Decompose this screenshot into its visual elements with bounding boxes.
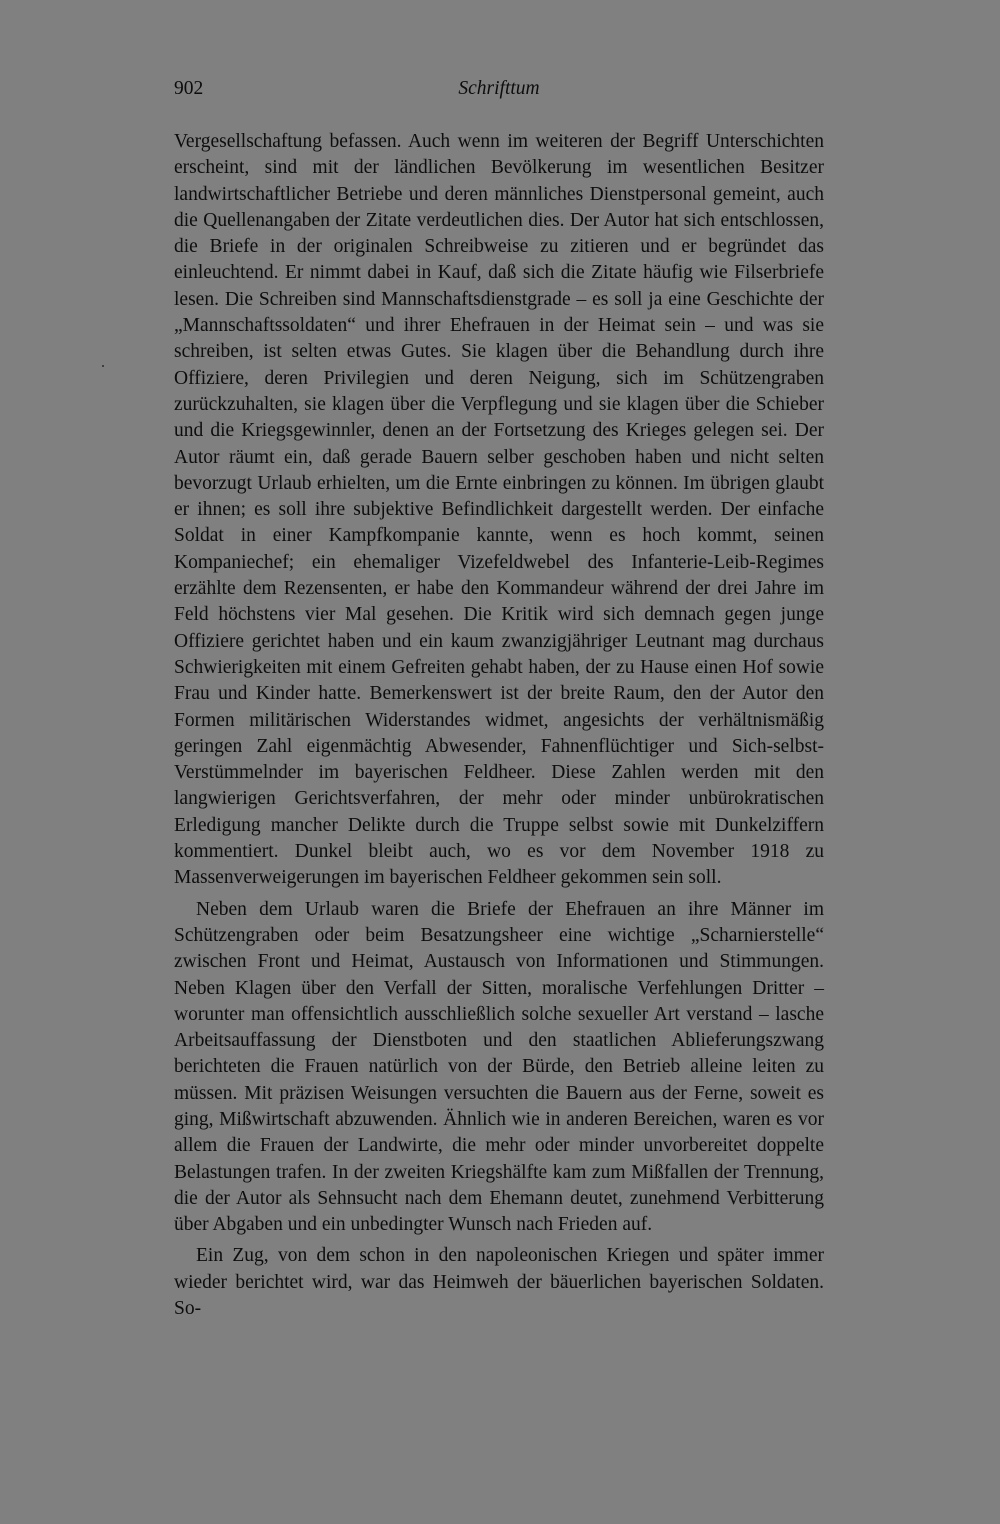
paragraph: Vergesellschaftung befassen. Auch wenn im weiteren der Begriff Unterschichten erscheint, sind mit der ländlichen Bevölkerung im wesentlichen Besitzer landwirtschaftlicher Betriebe und deren männliches Dienstpersonal gemeint, auch die Quellenangaben der Zitate verdeutlichen dies. Der Autor hat sich entschlossen, die Briefe in der originalen Schreibweise zu zitieren und er begründet das einleuchtend. Er nimmt dabei in Kauf, daß sich die Zitate häufig wie Filserbriefe lesen. Die Schreiben sind Mannschaftsdienstgrade – es soll ja eine Geschichte der „Mannschaftssoldaten“ und ihrer Ehefrauen in der Heimat sein – und was sie schreiben, ist selten etwas Gutes. Sie klagen über die Behandlung durch ihre Offiziere, deren Privilegien und deren Neigung, sich im Schützengraben zurückzuhalten, sie klagen über die Verpflegung und sie klagen über die Schieber und die Kriegsgewinnler, denen an der Fortsetzung des Krieges gelegen sei. Der Autor räumt ein, daß gerade Bauern selber geschoben haben und nicht selten bevorzugt Urlaub erhielten, um die Ernte einbringen zu können. Im übrigen glaubt er ihnen; es soll ihre subjektive Befindlichkeit dargestellt werden. Der einfache Soldat in einer Kampfkompanie kannte, wenn es hoch kommt, seinen Kompaniechef; ein ehemaliger Vizefeldwebel des Infanterie-Leib-Regimes erzählte dem Rezensenten, er habe den Kommandeur während der drei Jahre im Feld höchstens vier Mal gesehen. Die Kritik wird sich demnach gegen junge Offiziere gerichtet haben und ein kaum zwanzigjähriger Leutnant mag durchaus Schwierigkeiten mit einem Gefreiten gehabt haben, der zu Hause einen Hof sowie Frau und Kinder hatte. Bemerkenswert ist der breite Raum, den der Autor den Formen militärischen Widerstandes widmet, angesichts der verhältnismäßig geringen Zahl eigenmächtig Abwesender, Fahnenflüchtiger und Sich-selbst-Verstümmelnder im bayerischen Feldheer. Diese Zahlen werden mit den langwierigen Gerichtsverfahren, der mehr oder minder unbürokratischen Erledigung mancher Delikte durch die Truppe selbst sowie mit Dunkelziffern kommentiert. Dunkel bleibt auch, wo es vor dem November 1918 zu Massenverweigerungen im bayerischen Feldheer gekommen sein soll. [174,131,824,889]
paragraph: Neben dem Urlaub waren die Briefe der Ehefrauen an ihre Männer im Schützengraben oder beim Besatzungsheer eine wichtige „Scharnierstelle“ zwischen Front und Heimat, Austausch von Informationen und Stimmungen. Neben Klagen über den Verfall der Sitten, moralische Verfehlungen Dritter – worunter man offensichtlich ausschließlich solche sexueller Art verstand – lasche Arbeitsauffassung der Dienstboten und den staatlichen Ablieferungszwang berichteten die Frauen natürlich von der Bürde, den Betrieb alleine leiten zu müssen. Mit präzisen Weisungen versuchten die Bauern aus der Ferne, soweit es ging, Mißwirtschaft abzuwenden. Ähnlich wie in anderen Bereichen, waren es vor allem die Frauen der Landwirte, die mehr oder minder unvorbereitet doppelte Belastungen trafen. In der zweiten Kriegshälfte kam zum Mißfallen der Trennung, die der Autor als Sehnsucht nach dem Ehemann deutet, zunehmend Verbitterung über Abgaben und ein unbedingter Wunsch nach Frieden auf. [174,898,824,1236]
running-title: Schrifttum [458,78,540,99]
scan-speck [102,365,104,367]
body-text [174,129,824,1322]
page-number: 902 [174,78,204,99]
page-header [174,78,824,108]
paragraph: Ein Zug, von dem schon in den napoleonischen Kriegen und später immer wieder berichtet wird, war das Heimweh der bäuerlichen bayerischen Soldaten. So- [174,1245,824,1320]
